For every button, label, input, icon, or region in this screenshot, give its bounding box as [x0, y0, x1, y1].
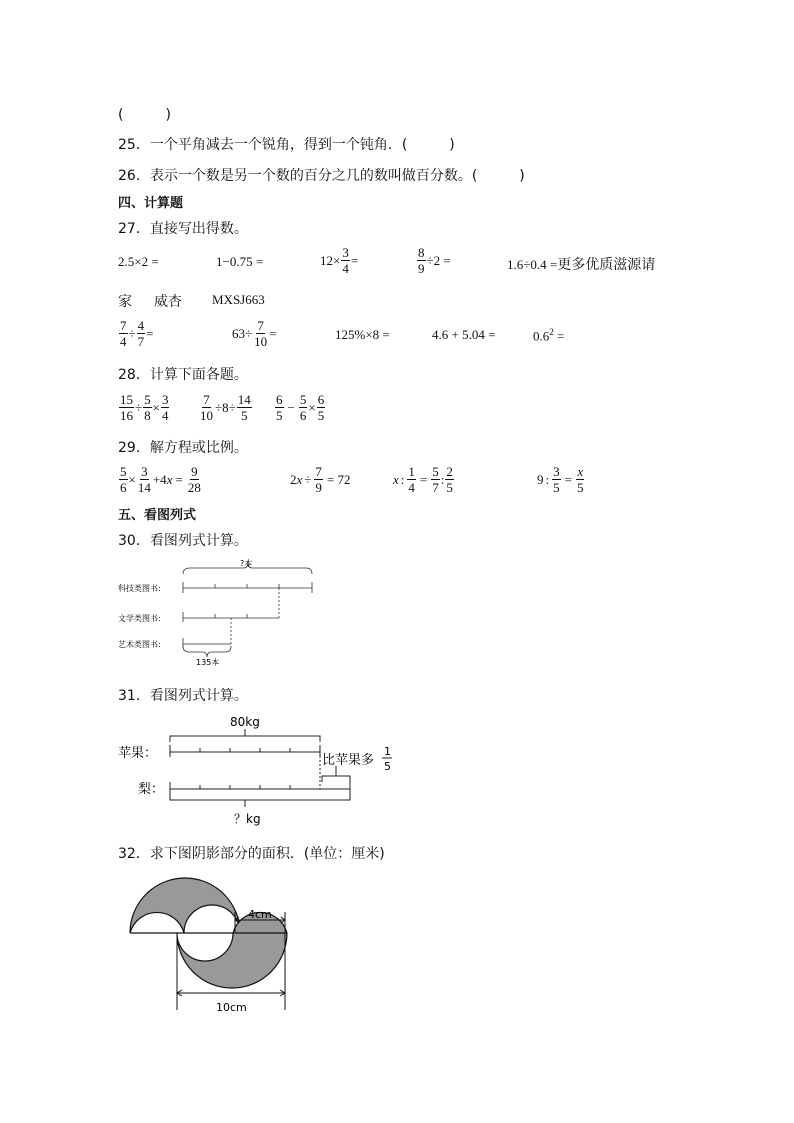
fig31-bottom-label: ？kg	[234, 812, 261, 826]
q28-item-c: $\frac{6}{5}$ − $\frac{5}{6}$ × $\frac{6}{5}$	[276, 392, 325, 423]
fraction: $\frac{8}{9}$	[418, 245, 425, 276]
fig31-side-num: 1	[384, 745, 391, 758]
watermark-text: 威杏	[154, 294, 182, 310]
q27-item-d	[416, 245, 451, 276]
question-27: 27．直接写出得数。	[118, 221, 248, 237]
book-bar-diagram	[118, 556, 328, 671]
watermark-char: 家	[118, 294, 132, 310]
fig31-apple-label: 苹果：	[118, 746, 158, 761]
fig30-row2-label: 文学类图书:	[118, 614, 161, 623]
question-29: 29．解方程或比例。	[118, 440, 248, 456]
q27-item-f: $\frac{7}{4}$ ÷ $\frac{4}{7}$ =	[120, 318, 154, 349]
fig30-row1-label: 科技类图书:	[118, 584, 161, 593]
fig31-top-label: 80kg	[230, 715, 260, 729]
shaded-area-figure	[122, 870, 302, 1018]
watermark-code: MXSJ663	[212, 292, 265, 307]
q27-item-c	[320, 245, 358, 276]
fig30-top-label: ?本	[240, 559, 253, 568]
fruit-bar-diagram	[118, 712, 408, 830]
fig30-row3-label: 艺术类图书:	[118, 640, 161, 649]
expr-text: 12×	[320, 252, 341, 268]
q27-item-e: 1.6÷0.4 =更多优质滋源请	[507, 257, 656, 273]
q24-answer-blank: ( )	[118, 107, 171, 123]
fig30-bottom-label: 135本	[196, 658, 220, 667]
q27-item-i: 4.6 + 5.04 =	[432, 327, 496, 342]
q27-item-a: 2.5×2 =	[118, 254, 159, 269]
section-5-title: 五、看图列式	[118, 508, 197, 523]
fraction: $\frac{7}{10}$	[254, 318, 268, 349]
fig31-side-den: 5	[384, 760, 391, 773]
fraction: $\frac{3}{4}$	[342, 245, 349, 276]
expr-text: ÷2 =	[426, 252, 451, 268]
expr-text: =	[350, 252, 359, 268]
question-25: 25．一个平角减去一个锐角，得到一个钝角．( )	[118, 137, 455, 153]
question-28: 28．计算下面各题。	[118, 367, 248, 383]
question-31: 31．看图列式计算。	[118, 688, 248, 704]
q29-item-b: 2 x ÷ $\frac{7}{9}$ = 72	[290, 464, 351, 495]
q29-item-c: x : $\frac{1}{4}$ = $\frac{5}{7}$ : $\frac{2}{5}$	[393, 464, 453, 495]
q27-item-j: $0.6^2$ =	[533, 327, 565, 344]
fig32-big-label: 10cm	[216, 1001, 247, 1014]
fraction: $\frac{4}{7}$	[137, 318, 145, 349]
q28-item-b: $\frac{7}{10}$ ÷8÷ $\frac{14}{5}$	[200, 392, 251, 423]
q27-item-h: 125%×8 =	[335, 327, 390, 342]
fraction: $\frac{7}{4}$	[120, 318, 127, 349]
q29-item-a: $\frac{5}{6}$ × $\frac{3}{14}$ +4 x = $\frac{9}{28}$	[120, 464, 201, 495]
q27-item-g: 63÷ $\frac{7}{10}$ =	[232, 318, 277, 349]
question-30: 30．看图列式计算。	[118, 533, 248, 549]
q27-item-b: 1−0.75 =	[216, 254, 264, 269]
q28-item-a: $\frac{15}{16}$ ÷ $\frac{5}{8}$ × $\frac{3}{4}$	[120, 392, 169, 423]
question-32: 32．求下图阴影部分的面积．(单位：厘米)	[118, 846, 385, 862]
fig31-pear-label: 梨：	[138, 782, 165, 797]
q29-item-d: 9 : $\frac{3}{5}$ = $\frac{x}{5}$	[537, 464, 584, 495]
fig32-small-label: 4cm	[248, 908, 272, 921]
fig31-side-label: 比苹果多	[322, 753, 375, 768]
section-4-title: 四、计算题	[118, 196, 184, 211]
question-26: 26．表示一个数是另一个数的百分之几的数叫做百分数。( )	[118, 168, 525, 184]
